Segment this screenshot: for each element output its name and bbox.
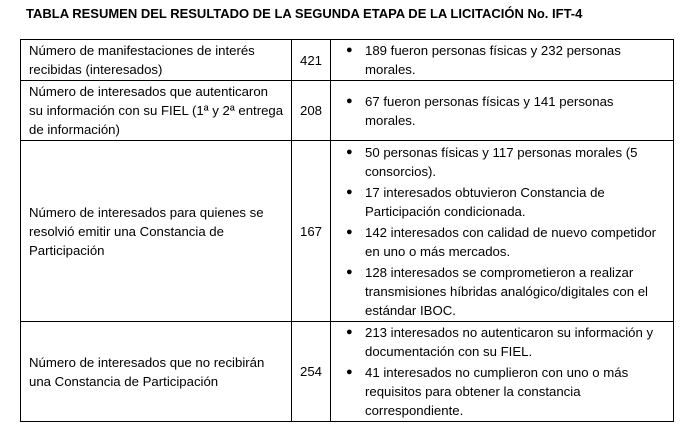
row-details — [331, 322, 674, 422]
row-count: 421 — [292, 40, 331, 81]
table-row — [21, 141, 674, 322]
row-count: 254 — [292, 322, 331, 422]
detail-list — [343, 92, 665, 130]
row-label: Número de manifestaciones de interés recibidas (interesados) — [21, 40, 292, 81]
detail-text: 17 interesados obtuvieron Constancia de Participación condicionada. — [365, 184, 605, 219]
row-details — [331, 81, 674, 141]
table-row — [21, 322, 674, 422]
detail-text: 189 fueron personas físicas y 232 personas morales. — [365, 43, 621, 77]
detail-text: 213 interesados no autenticaron su información y documentación con su FIEL. — [365, 325, 654, 359]
list-item — [343, 223, 665, 261]
bullet-icon: ● — [346, 185, 353, 198]
detail-list — [343, 323, 665, 420]
list-item — [343, 92, 665, 130]
bullet-icon: ● — [346, 265, 353, 278]
list-item — [343, 143, 665, 181]
row-label: Número de interesados para quienes se resolvió emitir una Constancia de Participación — [21, 141, 292, 322]
bullet-icon: ● — [346, 225, 353, 238]
detail-text: 128 interesados se comprometieron a realizar transmisiones híbridas analógico/digitales con el estándar IBOC. — [365, 264, 648, 318]
bullet-icon: ● — [346, 44, 353, 56]
row-count: 208 — [292, 81, 331, 141]
row-label: Número de interesados que no recibirán una Constancia de Participación — [21, 322, 292, 422]
detail-text: 50 personas físicas y 117 personas morales (5 consorcios). — [365, 144, 638, 179]
detail-text: 142 interesados con calidad de nuevo competidor en uno o más mercados. — [365, 224, 657, 259]
table-row — [21, 40, 674, 81]
list-item — [343, 323, 665, 361]
row-details — [331, 141, 674, 322]
summary-table — [20, 39, 674, 422]
list-item — [343, 363, 665, 420]
bullet-icon: ● — [346, 366, 353, 378]
document-title: TABLA RESUMEN DEL RESULTADO DE LA SEGUNDA ETAPA DE LA LICITACIÓN No. IFT-4 — [26, 6, 583, 21]
detail-text: 41 interesados no cumplieron con uno o más requisitos para obtener la constancia correspondiente. — [365, 365, 629, 418]
bullet-icon: ● — [346, 94, 353, 107]
list-item — [343, 183, 665, 221]
row-details — [331, 40, 674, 81]
detail-list — [343, 41, 665, 79]
detail-text: 67 fueron personas físicas y 141 personas morales. — [365, 93, 614, 128]
row-label: Número de interesados que autenticaron su información con su FIEL (1ª y 2ª entrega de información) — [21, 81, 292, 141]
table-row — [21, 81, 674, 141]
bullet-icon: ● — [346, 145, 353, 158]
bullet-icon: ● — [346, 326, 353, 338]
row-count: 167 — [292, 141, 331, 322]
list-item — [343, 41, 665, 79]
list-item — [343, 263, 665, 320]
detail-list — [343, 143, 665, 320]
